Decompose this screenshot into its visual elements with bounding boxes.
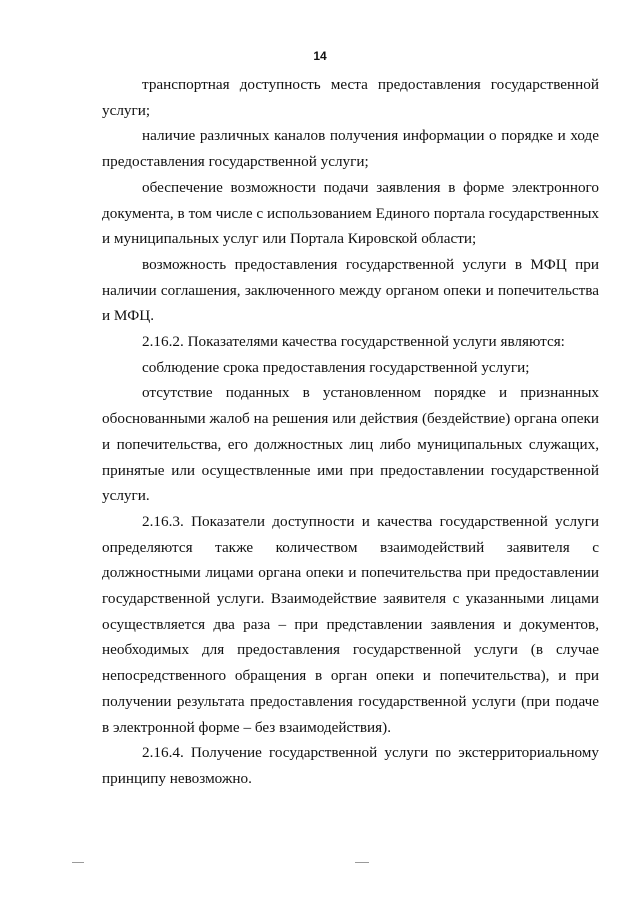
paragraph-transport-accessibility: транспортная доступность места предоставления государственной услуги; xyxy=(102,76,599,119)
scan-artifact-left xyxy=(72,862,84,863)
paragraph-2-16-4: 2.16.4. Получение государственной услуги по экстерриториальному принципу невозможно. xyxy=(102,744,599,787)
paragraph-absence-of-complaints: отсутствие поданных в установленном порядке и признанных обоснованными жалоб на решения или действия (бездействие) органа опеки и попечительства, его должностных лиц либо муниципальных служащих, принятые или осуществленные ими при предоставлении государственной услуги. xyxy=(102,384,599,505)
paragraph-deadline-compliance: соблюдение срока предоставления государственной услуги; xyxy=(142,358,530,376)
page-number: 14 xyxy=(313,49,327,63)
paragraph-information-channels: наличие различных каналов получения информации о порядке и ходе предоставления государственной услуги; xyxy=(102,127,599,171)
paragraph-2-16-3: 2.16.3. Показатели доступности и качества государственной услуги определяются также количеством взаимодействий заявителя с должностными лицами органа опеки и попечительства при предоставлении государственной услуги. Взаимодействие заявителя с указанными лицами осуществляется два раза – при представлении заявления и документов, необходимых для предоставления государственной услуги (в случае непосредственного обращения в орган опеки и попечительства), и при получении результата предоставления государственной услуги (при подаче в электронной форме – без взаимодействия). xyxy=(102,512,599,736)
paragraph-electronic-application: обеспечение возможности подачи заявления в форме электронного документа, в том числе с использованием Единого портала государственных и муниципальных услуг или Портала Кировской области; xyxy=(102,178,599,248)
scan-artifact-center xyxy=(355,862,369,863)
document-body xyxy=(102,72,599,792)
paragraph-2-16-2: 2.16.2. Показателями качества государственной услуги являются: xyxy=(142,333,565,351)
paragraph-mfc-availability: возможность предоставления государственной услуги в МФЦ при наличии соглашения, заключенного между органом опеки и попечительства и МФЦ. xyxy=(102,255,599,325)
